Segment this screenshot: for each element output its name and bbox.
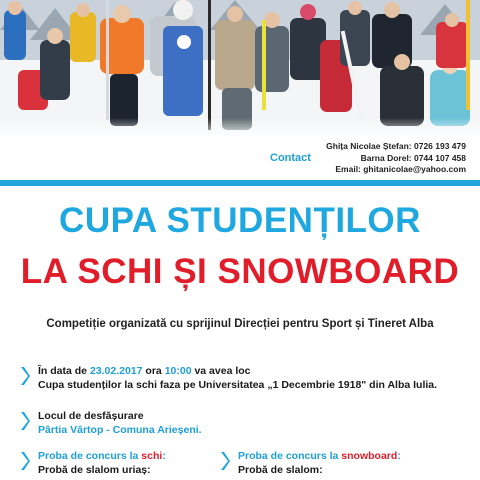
event-time: 10:00 <box>164 365 192 377</box>
ski-event-block <box>38 449 166 477</box>
contact-line-1: Ghița Nicolae Ștefan: 0726 193 479 <box>326 141 466 151</box>
group-photo <box>0 0 480 136</box>
snowboard-event-block <box>238 449 401 477</box>
ski-heading <box>38 449 166 463</box>
snowboard-event: Probă de slalom: <box>238 464 323 476</box>
snowboard-heading <box>238 449 401 463</box>
chevron-right-icon <box>20 366 30 386</box>
title-line-1: CUPA STUDENȚILOR <box>59 201 421 240</box>
event-date-block <box>38 364 437 392</box>
event-date-line <box>38 364 437 378</box>
location-value: Pârtia Vârtop - Comuna Arieșeni. <box>38 424 202 436</box>
contact-line-email: Email: ghitanicolae@yahoo.com <box>335 164 466 174</box>
snowboard-prefix: Proba de concurs la <box>238 450 342 462</box>
ski-colon: : <box>162 450 166 462</box>
chevron-right-icon <box>220 451 230 471</box>
blue-divider <box>0 180 480 186</box>
snowboard-sport: snowboard <box>341 450 398 462</box>
ski-group-illustration <box>0 0 480 136</box>
event-date: 23.02.2017 <box>89 365 143 377</box>
contact-label: Contact <box>270 152 311 164</box>
photo-fade <box>0 118 480 136</box>
ski-prefix: Proba de concurs la <box>38 450 142 462</box>
title-line-2: LA SCHI ȘI SNOWBOARD <box>20 252 460 291</box>
contact-line-2: Barna Dorel: 0744 107 458 <box>360 152 466 163</box>
location-label: Locul de desfășurare <box>38 410 144 422</box>
ski-event: Probă de slalom uriaș: <box>38 464 151 476</box>
event-mid: ora <box>142 365 165 377</box>
chevron-right-icon <box>20 411 30 431</box>
event-description: Cupa studenților la schi faza pe Universitatea „1 Decembrie 1918" din Alba Iulia. <box>38 379 438 391</box>
event-suffix: va avea loc <box>191 365 251 377</box>
contact-list <box>326 141 466 176</box>
ski-sport: schi <box>141 450 163 462</box>
snowboard-colon: : <box>397 450 401 462</box>
event-prefix: În data de <box>38 365 90 377</box>
organizer-subtitle: Competiție organizată cu sprijinul Direcției pentru Sport și Tineret Alba <box>46 318 434 330</box>
chevron-right-icon <box>20 451 30 471</box>
location-block <box>38 409 202 437</box>
